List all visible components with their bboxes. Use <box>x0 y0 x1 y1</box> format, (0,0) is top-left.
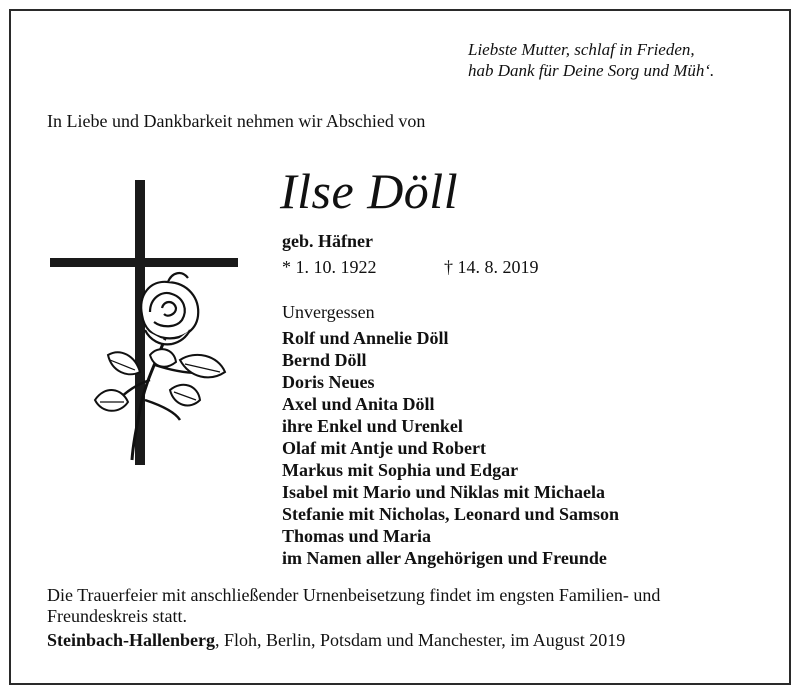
funeral-info <box>47 585 767 627</box>
place-main: Steinbach-Hallenberg <box>47 630 216 650</box>
mourner-item: Olaf mit Antje und Robert <box>282 438 486 458</box>
intro-text: In Liebe und Dankbarkeit nehmen wir Abschied von <box>47 111 426 131</box>
motto-line-1: Liebste Mutter, schlaf in Frieden, <box>468 40 695 59</box>
place-rest: , Floh, Berlin, Potsdam und Manchester, im August 2019 <box>215 630 626 650</box>
mourner-item: Markus mit Sophia und Edgar <box>282 460 519 480</box>
mourner-item: im Namen aller Angehörigen und Freunde <box>282 548 607 568</box>
mourner-item: Isabel mit Mario und Niklas mit Michaela <box>282 482 605 502</box>
life-dates <box>282 257 539 278</box>
death-date: † 14. 8. 2019 <box>444 257 539 277</box>
funeral-info-line-2: Freundeskreis statt. <box>47 606 187 626</box>
mourners-list <box>282 327 619 569</box>
mourner-item: Doris Neues <box>282 372 375 392</box>
motto <box>468 39 714 81</box>
motto-line-2: hab Dank für Deine Sorg und Müh‘. <box>468 61 715 80</box>
deceased-name: Ilse Döll <box>280 163 459 219</box>
maiden-name: geb. Häfner <box>282 231 373 251</box>
mourner-item: Rolf und Annelie Döll <box>282 328 449 348</box>
mourner-item: Stefanie mit Nicholas, Leonard und Samson <box>282 504 620 524</box>
cross-with-rose-icon <box>50 180 240 485</box>
mourner-item: Bernd Döll <box>282 350 367 370</box>
mourner-item: Axel und Anita Döll <box>282 394 435 414</box>
mourner-item: ihre Enkel und Urenkel <box>282 416 463 436</box>
funeral-info-line-1: Die Trauerfeier mit anschließender Urnenbeisetzung findet im engsten Familien- und <box>47 585 661 605</box>
birth-date: * 1. 10. 1922 <box>282 257 377 277</box>
unvergessen-label: Unvergessen <box>282 302 375 322</box>
mourner-item: Thomas und Maria <box>282 526 432 546</box>
place-and-date <box>47 630 625 651</box>
